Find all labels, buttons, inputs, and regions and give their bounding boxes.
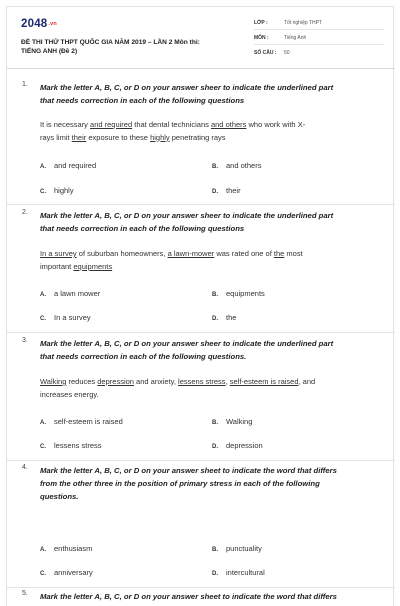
- instruction-line: questions.: [40, 492, 79, 501]
- question-stem: [40, 119, 385, 144]
- question-divider: [7, 587, 395, 588]
- stem-line: [40, 376, 385, 389]
- option-text: intercultural: [226, 568, 265, 577]
- option-text: their: [226, 186, 241, 195]
- question-instruction: [40, 209, 385, 235]
- option-text: equipments: [226, 289, 265, 298]
- brand-logo[interactable]: [21, 18, 57, 30]
- option-text: Walking: [226, 417, 253, 426]
- underlined-part: In a survey: [40, 249, 77, 258]
- underlined-part: the: [273, 249, 285, 258]
- question-instruction: [40, 464, 385, 503]
- option-b[interactable]: [212, 417, 252, 426]
- instruction-line: from the other three in the position of primary stress in each of the following: [40, 479, 320, 488]
- option-text: the: [226, 313, 237, 322]
- question-instruction: [40, 337, 385, 363]
- instruction-line: Mark the letter A, B, C, or D on your answer sheer to indicate the underlined part: [40, 211, 334, 220]
- option-letter: C.: [40, 316, 46, 322]
- stem-text: It is necessary: [40, 120, 91, 129]
- option-a[interactable]: [40, 544, 92, 553]
- underlined-part: and others: [210, 120, 247, 129]
- instruction-line: that needs correction in each of the following questions: [40, 96, 245, 105]
- stem-text: , and: [298, 377, 316, 386]
- question-number: 1.: [22, 81, 28, 88]
- meta-value: 50: [284, 50, 290, 56]
- option-text: a lawn mower: [54, 289, 101, 298]
- option-letter: D.: [212, 189, 218, 195]
- option-text: In a survey: [54, 313, 91, 322]
- option-text: punctuality: [226, 544, 262, 553]
- instruction-line: Mark the letter A, B, C, or D on your answer sheet to indicate the word that differs: [40, 466, 337, 475]
- option-d[interactable]: [212, 568, 265, 577]
- stem-text: rays limit: [40, 132, 72, 142]
- stem-line: [40, 389, 385, 402]
- underlined-part: highly: [150, 132, 170, 142]
- option-text: self-esteem is raised: [54, 417, 123, 426]
- underlined-part: a lawn-mower: [167, 249, 215, 258]
- stem-text: most: [284, 249, 303, 258]
- instruction-line: that needs correction in each of the following questions.: [40, 352, 247, 361]
- option-c[interactable]: [40, 313, 91, 322]
- option-d[interactable]: [212, 186, 241, 195]
- stem-text: exposure to these: [86, 132, 151, 142]
- option-letter: A.: [40, 292, 46, 298]
- meta-value: Tiếng Anh: [284, 35, 307, 41]
- option-letter: B.: [212, 292, 218, 298]
- option-a[interactable]: [40, 417, 123, 426]
- option-d[interactable]: [212, 313, 236, 322]
- exam-header: [7, 7, 395, 69]
- brand-suffix: .vn: [48, 21, 57, 27]
- instruction-line: Mark the letter A, B, C, or D on your answer sheer to indicate the underlined part: [40, 83, 334, 92]
- stem-text: who work with X-: [246, 120, 306, 129]
- question-stem: [40, 248, 385, 273]
- option-c[interactable]: [40, 568, 93, 577]
- underlined-part: equipments: [73, 261, 113, 271]
- meta-class: [254, 17, 384, 30]
- meta-key: SỐ CÂU :: [254, 50, 277, 56]
- question-stem: [40, 376, 385, 401]
- option-text: enthusiasm: [54, 544, 93, 553]
- option-b[interactable]: [212, 289, 265, 298]
- option-text: lessens stress: [54, 441, 102, 450]
- question-instruction: [40, 81, 385, 107]
- meta-key: LỚP :: [254, 20, 268, 26]
- option-letter: D.: [212, 444, 218, 450]
- underlined-part: depression: [97, 377, 134, 386]
- option-a[interactable]: [40, 161, 96, 170]
- underlined-part: lessens stress: [178, 377, 226, 386]
- exam-title-line2: TIẾNG ANH (Đề 2): [21, 48, 78, 55]
- option-letter: C.: [40, 444, 46, 450]
- option-c[interactable]: [40, 441, 102, 450]
- underlined-part: and required: [90, 120, 133, 129]
- option-b[interactable]: [212, 544, 262, 553]
- instruction-line: Mark the letter A, B, C, or D on your answer sheet to indicate the word that differs: [40, 592, 337, 601]
- stem-line: [40, 248, 385, 261]
- question-divider: [7, 332, 395, 333]
- stem-text: ,: [225, 377, 230, 386]
- stem-text: important: [40, 261, 74, 271]
- stem-text: was rated one of: [214, 249, 274, 258]
- stem-text: reduces: [66, 377, 98, 386]
- option-letter: B.: [212, 547, 218, 553]
- meta-question-count: [254, 47, 384, 60]
- instruction-line: Mark the letter A, B, C, or D on your answer sheer to indicate the underlined part: [40, 339, 334, 348]
- stem-text: that dental technicians: [132, 120, 211, 129]
- stem-line: [40, 132, 385, 145]
- option-letter: C.: [40, 571, 46, 577]
- option-letter: B.: [212, 420, 218, 426]
- option-text: depression: [226, 441, 263, 450]
- question-number: 3.: [22, 337, 28, 344]
- stem-text: of suburban homeowners,: [76, 249, 168, 258]
- option-letter: C.: [40, 189, 46, 195]
- meta-subject: [254, 32, 384, 45]
- option-letter: A.: [40, 420, 46, 426]
- option-c[interactable]: [40, 186, 74, 195]
- option-letter: D.: [212, 316, 218, 322]
- option-text: anniversary: [54, 568, 93, 577]
- exam-title: [21, 38, 241, 56]
- option-text: and required: [54, 161, 97, 170]
- question-number: 4.: [22, 464, 28, 471]
- option-letter: A.: [40, 547, 46, 553]
- instruction-line: that needs correction in each of the following questions: [40, 224, 245, 233]
- option-text: highly: [54, 186, 74, 195]
- option-b[interactable]: [212, 161, 261, 170]
- question-number: 5.: [22, 590, 28, 597]
- option-letter: A.: [40, 164, 46, 170]
- option-letter: D.: [212, 571, 218, 577]
- option-letter: B.: [212, 164, 218, 170]
- underlined-part: Walking: [40, 377, 67, 386]
- stem-text: and anxiety,: [133, 377, 179, 386]
- exam-title-line1: ĐỀ THI THỬ THPT QUỐC GIA NĂM 2019 – LẦN 2 Môn thi:: [21, 39, 200, 46]
- option-d[interactable]: [212, 441, 263, 450]
- option-a[interactable]: [40, 289, 100, 298]
- stem-text: increases energy.: [40, 389, 99, 399]
- underlined-part: their: [71, 132, 87, 142]
- brand-name: 2048: [21, 18, 48, 30]
- question-divider: [7, 204, 395, 205]
- exam-sheet: [6, 6, 394, 606]
- stem-line: [40, 261, 385, 274]
- stem-text: penetrating rays: [169, 132, 226, 142]
- stem-line: [40, 119, 385, 132]
- underlined-part: self-esteem is raised: [229, 377, 299, 386]
- option-text: and others: [226, 161, 262, 170]
- question-instruction: [40, 590, 385, 603]
- question-number: 2.: [22, 209, 28, 216]
- question-divider: [7, 460, 395, 461]
- meta-key: MÔN :: [254, 35, 269, 41]
- meta-value: Tốt nghiệp THPT: [284, 20, 322, 26]
